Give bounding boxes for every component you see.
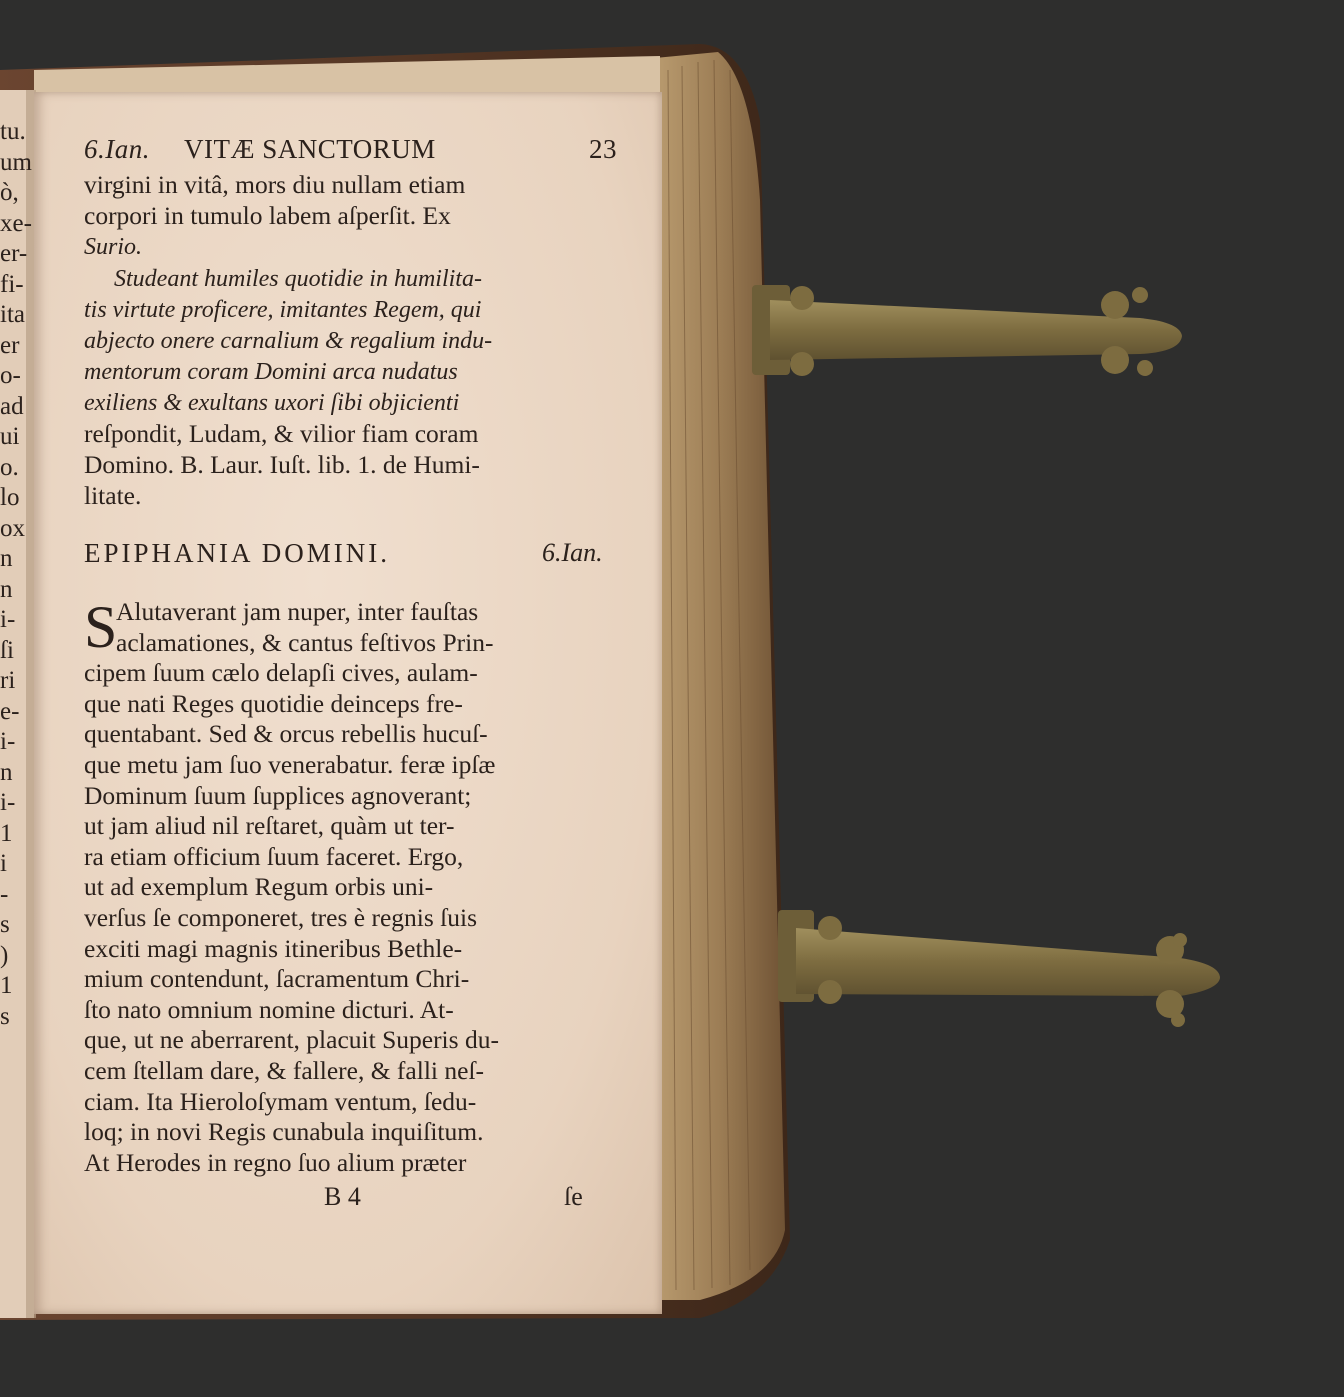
text-line: litate.: [84, 481, 142, 510]
left-page-fragment: i-: [0, 789, 16, 816]
text-line: quentabant. Sed & orcus rebellis hucuſ-: [84, 719, 488, 749]
left-page-fragment: ): [0, 941, 9, 969]
left-page-fragment: i-: [0, 606, 16, 633]
text-line: cipem ſuum cælo delapſi cives, aulam-: [84, 658, 478, 688]
text-line: verſus ſe componeret, tres è regnis ſuis: [84, 903, 478, 932]
page-number: 23: [589, 134, 617, 164]
text-line: ut jam aliud nil reſtaret, quàm ut ter-: [84, 811, 455, 841]
left-page-fragment: s: [0, 911, 10, 938]
left-page-fragment: i: [0, 850, 7, 877]
text-line: ra etiam officium ſuum faceret. Ergo,: [84, 841, 464, 871]
text-line: Alutaverant jam nuper, inter fauſtas: [116, 597, 479, 626]
drop-cap: S: [84, 594, 118, 660]
left-page-fragment: ad: [0, 392, 24, 420]
left-page-fragment: ò,: [0, 179, 19, 206]
left-page-fragment: er-: [0, 240, 28, 267]
right-page: [34, 92, 662, 1314]
upper-clasp: [752, 285, 1182, 376]
text-line: Studeant humiles quotidie in humilita-: [114, 266, 482, 292]
signature-mark: B 4: [324, 1182, 361, 1211]
text-line: exiliens & exultans uxori ſibi objicienti: [84, 390, 460, 416]
text-line: ſto nato omnium nomine dicturi. At-: [84, 994, 454, 1024]
section-date: 6.Ian.: [542, 538, 603, 567]
left-page-fragment: ui: [0, 423, 20, 450]
text-line: abjecto onere carnalium & regalium indu-: [84, 328, 493, 354]
left-page-fragment: um: [0, 148, 32, 176]
left-page-fragment: 1: [0, 819, 13, 847]
left-page-fragment: e-: [0, 697, 20, 725]
section-heading: EPIPHANIA DOMINI.: [84, 538, 390, 568]
text-line: loq; in novi Regis cunabula inquiſitum.: [84, 1117, 484, 1147]
text-line: que, ut ne aberrarent, placuit Superis du-: [84, 1025, 499, 1055]
text-line: tis virtute proficere, imitantes Regem, qui: [84, 297, 482, 323]
catchword: ſe: [564, 1182, 583, 1211]
text-line: que nati Reges quotidie deinceps fre-: [84, 688, 463, 718]
text-line: reſpondit, Ludam, & vilior fiam coram: [84, 419, 479, 448]
left-page-fragment: ox: [0, 514, 25, 542]
text-line: virgini in vitâ, mors diu nullam etiam: [84, 170, 466, 199]
left-page-fragment: er: [0, 331, 20, 359]
text-line: ciam. Ita Hieroloſymam ventum, ſedu-: [84, 1086, 477, 1116]
left-page-fragment: n: [0, 575, 13, 603]
text-line: que metu jam ſuo venerabatur. feræ ipſæ: [84, 750, 496, 779]
left-page-fragment: i-: [0, 728, 16, 755]
left-page-fragment: xe-: [0, 209, 32, 237]
left-page-fragment: n: [0, 545, 13, 572]
left-page-fragment: fi-: [0, 270, 24, 298]
header-title: VITÆ SANCTORUM: [184, 134, 436, 164]
left-page-fragment: tu.: [0, 118, 26, 145]
text-line: ut ad exemplum Regum orbis uni-: [84, 872, 434, 902]
text-line: mentorum coram Domini arca nudatus: [84, 359, 458, 385]
text-line: mium contendunt, ſacramentum Chri-: [84, 964, 470, 994]
left-page-fragment: o.: [0, 453, 19, 481]
left-page-fragment: ita: [0, 301, 25, 328]
text-line: aclamationes, & cantus feſtivos Prin-: [116, 627, 494, 657]
left-page-fragment: ſi: [0, 636, 14, 664]
text-line: At Herodes in regno ſuo alium præter: [84, 1147, 467, 1177]
text-line: cem ſtellam dare, & fallere, & falli neſ-: [84, 1056, 485, 1085]
page-footer: [84, 1182, 614, 1216]
text-line: corpori in tumulo labem aſperſit. Ex: [84, 201, 451, 230]
left-page-fragment: ri: [0, 667, 16, 694]
left-page-fragment: s: [0, 1002, 10, 1030]
text-line: Dominum ſuum ſupplices agnoverant;: [84, 780, 472, 810]
section-heading-row: [84, 538, 614, 574]
left-page-fragment: o-: [0, 362, 21, 389]
text-line: Surio.: [84, 234, 143, 260]
left-page-fragment: lo: [0, 484, 20, 511]
left-page-fragment: n: [0, 758, 13, 786]
text-line: exciti magi magnis itineribus Bethle-: [84, 933, 463, 963]
running-header: [84, 134, 617, 168]
lower-clasp: [778, 910, 1220, 1027]
left-page-fragment: -: [0, 880, 9, 908]
header-date: 6.Ian.: [84, 134, 150, 164]
text-line: Domino. B. Laur. Iuſt. lib. 1. de Humi-: [84, 450, 480, 479]
left-page-fragment: 1: [0, 972, 13, 999]
